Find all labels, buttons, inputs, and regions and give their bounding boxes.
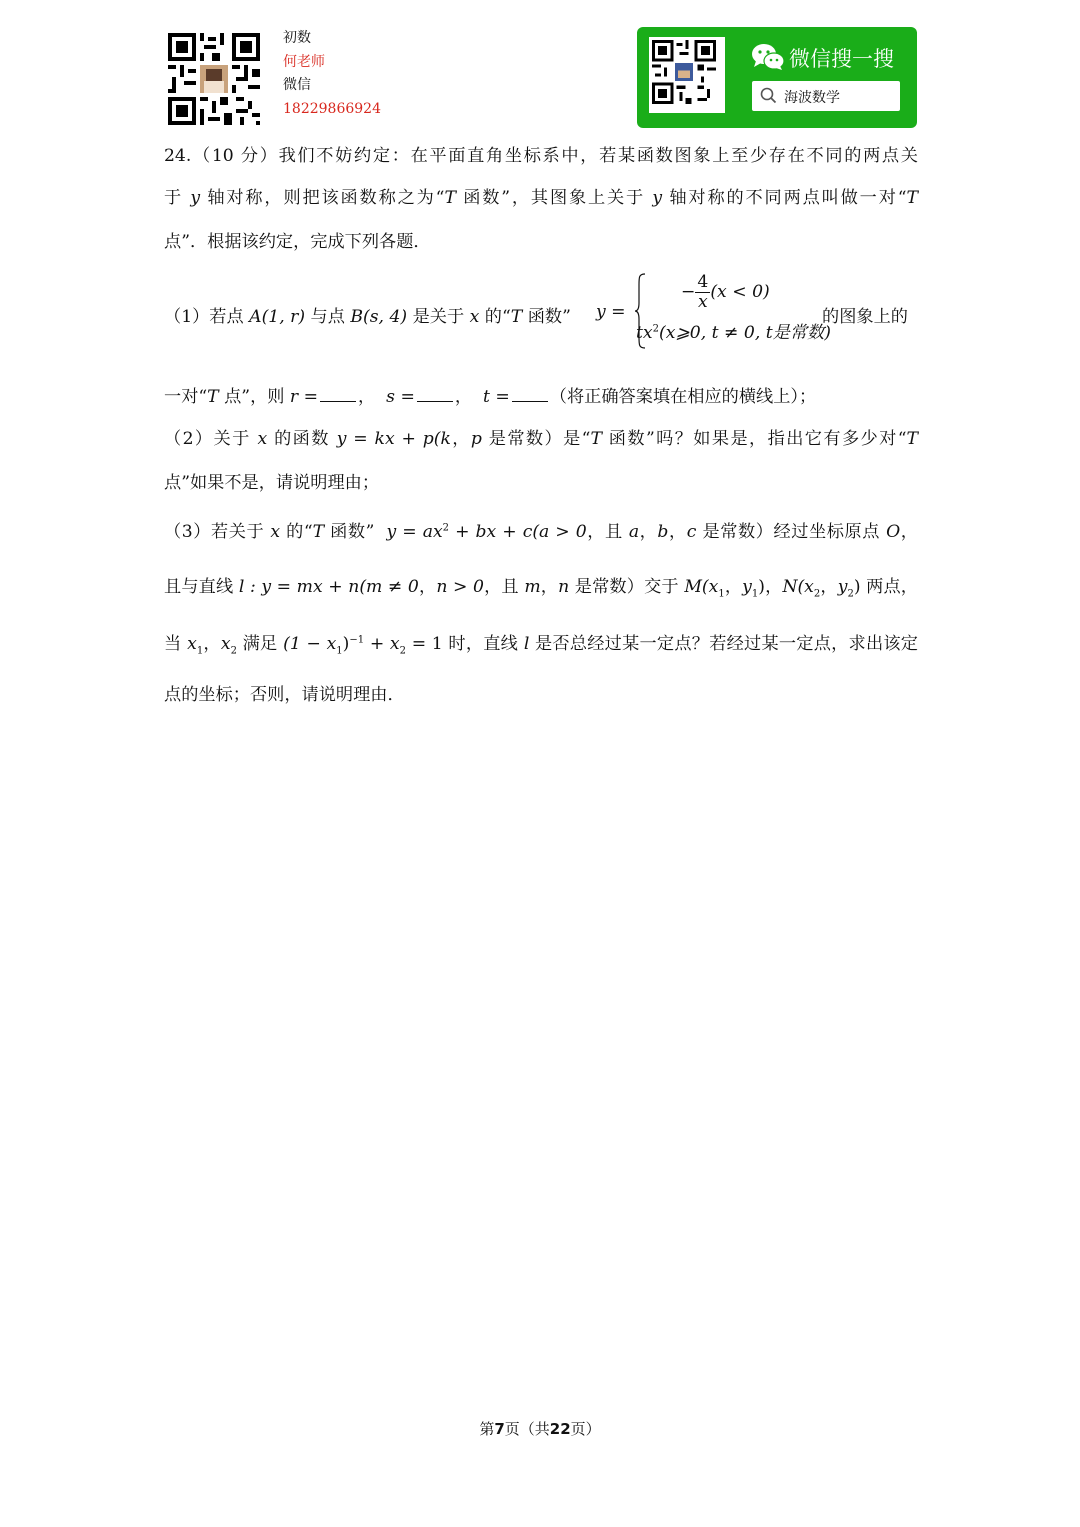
answer-blank-r xyxy=(320,387,356,402)
math-expr: + bx + c(a > 0 xyxy=(449,522,587,542)
contact-teacher: 何老师 xyxy=(283,53,325,70)
text: 当 xyxy=(164,634,188,654)
answer-blank-t xyxy=(512,387,548,402)
page-number: 7 xyxy=(494,1420,505,1438)
text: ) 两点， xyxy=(853,577,918,597)
math-expr: (1 − x xyxy=(283,634,337,654)
part-3-line-1: （3）若关于 x 的“T 函数” $y = ax^2$ + bx + c(a > 0，且 a，b，c 是常数）经过坐标原点 O， xyxy=(164,522,918,542)
math-var: O xyxy=(886,522,901,542)
part-1-line-2 xyxy=(164,382,816,407)
wechat-search-box[interactable] xyxy=(752,81,900,111)
wechat-search-title: 微信搜一搜 xyxy=(789,47,894,71)
wechat-qr-code[interactable] xyxy=(168,33,260,125)
math-expr: s = xyxy=(386,387,415,407)
text: 的“ xyxy=(479,307,511,327)
math-var: T xyxy=(207,387,219,407)
math-expr: ) xyxy=(342,634,350,654)
footer-text: 第 xyxy=(479,1420,495,1438)
intro-text: 我们不妨约定：在平面直角坐标系中，若某函数图象上至少存在不同的两点关 xyxy=(278,146,918,166)
page-footer xyxy=(0,1418,1080,1439)
text: ，且 xyxy=(483,577,525,597)
math-expr: y = ax xyxy=(386,522,443,542)
minus-sign: − xyxy=(681,281,696,302)
math-var: T xyxy=(590,429,602,449)
text: 函数”吗？如果是，指出它有多少对“ xyxy=(601,429,907,449)
piecewise-case-1 xyxy=(681,273,770,312)
wechat-logo-icon xyxy=(751,43,785,71)
total-pages: 22 xyxy=(549,1420,571,1438)
fraction-numerator: 4 xyxy=(697,272,709,292)
text: 是关于 xyxy=(407,307,470,327)
qr-code-icon xyxy=(652,40,716,104)
math-var: m xyxy=(524,577,541,597)
text: 一对“ xyxy=(164,387,208,407)
text: ， xyxy=(639,522,658,542)
math-var: x xyxy=(257,429,268,449)
math-var: c xyxy=(686,522,697,542)
text: 时，直线 xyxy=(442,634,524,654)
math-expr: n > 0 xyxy=(436,577,484,597)
wechat-search-qr-code[interactable] xyxy=(649,37,725,113)
text: 且与直线 xyxy=(164,577,239,597)
contact-phone: 18229866924 xyxy=(283,100,381,117)
text: ， xyxy=(450,429,471,449)
math-expr: y = xyxy=(596,302,626,322)
text: 与点 xyxy=(305,307,351,327)
problem-intro-line-3: 点”．根据该约定，完成下列各题． xyxy=(164,232,431,252)
text: 轴对称的不同两点叫做一对“ xyxy=(662,188,907,208)
text: 的“ xyxy=(280,522,313,542)
math-expr: t = xyxy=(482,387,510,407)
math-var: y xyxy=(742,577,752,597)
text: 函数” xyxy=(522,307,571,327)
problem-intro-line-1 xyxy=(164,141,918,166)
math-expr: l : y = mx + n(m ≠ 0 xyxy=(238,577,419,597)
fraction-denominator: x xyxy=(698,291,708,312)
math-expr: + x xyxy=(364,634,400,654)
text: ， xyxy=(764,577,783,597)
part-2-line-2: 点”如果不是，请说明理由； xyxy=(164,473,380,493)
condition: (x < 0) xyxy=(710,281,770,302)
text: 函数”，其图象上关于 xyxy=(455,188,653,208)
text: 轴对称，则把该函数称之为“ xyxy=(200,188,445,208)
part-1-suffix: 的图象上的 xyxy=(822,307,908,327)
wechat-search-term: 海波数学 xyxy=(784,90,840,106)
math-expr: N(x xyxy=(782,577,814,597)
fraction xyxy=(695,273,710,312)
text: ， xyxy=(540,577,559,597)
teacher-contact xyxy=(283,27,381,121)
wechat-search-banner xyxy=(637,27,917,128)
piecewise-case-2: $tx^2(x⩾0$, t ≠ 0, t是常数) xyxy=(636,323,831,343)
problem-points: （10 分） xyxy=(191,146,279,166)
math-var: x xyxy=(469,307,480,327)
text: 于 xyxy=(164,188,191,208)
footer-text: 页） xyxy=(570,1420,601,1438)
text: ， xyxy=(454,387,473,407)
math-expr: B(s, 4) xyxy=(350,307,408,327)
math-expr: = 1 xyxy=(406,634,443,654)
text: ， xyxy=(900,522,918,542)
math-var: y xyxy=(837,577,848,597)
contact-platform: 微信 xyxy=(283,77,311,93)
text: ， xyxy=(668,522,687,542)
text: 是常数）经过坐标原点 xyxy=(696,522,887,542)
text: 是否总经过某一定点？若经过某一定点，求出该定 xyxy=(529,634,918,654)
math-var: T xyxy=(312,522,325,542)
math-var: T xyxy=(510,307,523,327)
math-var: a xyxy=(628,522,640,542)
math-var: T xyxy=(906,188,918,208)
text: 是常数）交于 xyxy=(569,577,685,597)
part-3-line-4: 点的坐标；否则，请说明理由． xyxy=(164,685,405,705)
math-var: T xyxy=(906,429,918,449)
math-expr: y = kx + p(k xyxy=(336,429,451,449)
part-3-line-2: 且与直线 l : y = mx + n(m ≠ 0，n > 0，且 m，n 是常数）交于 $M(x_1$，$y_1$)，$N(x_2$，$y_2$) 两点， xyxy=(164,577,918,600)
math-var: x xyxy=(220,634,231,654)
math-var: y xyxy=(190,188,201,208)
math-expr: r = xyxy=(289,387,319,407)
text: （3）若关于 xyxy=(164,522,271,542)
text: ， xyxy=(724,577,743,597)
footer-text: 页（共 xyxy=(504,1420,550,1438)
math-expr: tx xyxy=(636,323,653,343)
part-2-line-1 xyxy=(164,424,918,449)
text: ， xyxy=(203,634,221,654)
part-1-line-1 xyxy=(164,302,571,327)
qr-code-icon xyxy=(168,33,260,125)
math-expr: M(x xyxy=(684,577,719,597)
problem-intro-line-2 xyxy=(164,183,918,208)
text: 是常数）是“ xyxy=(481,429,591,449)
problem-number: 24. xyxy=(164,146,192,166)
math-var: l xyxy=(523,634,530,654)
text: （1）若点 xyxy=(164,307,250,327)
text: 的函数 xyxy=(267,429,337,449)
contact-subject: 初数 xyxy=(283,30,311,46)
text: ， xyxy=(418,577,437,597)
text: 满足 xyxy=(236,634,284,654)
math-var: x xyxy=(187,634,197,654)
condition: (x⩾0, t ≠ 0, t是常数) xyxy=(658,323,831,343)
math-var: p xyxy=(470,429,482,449)
text: ， xyxy=(358,387,376,407)
math-expr: A(1, r) xyxy=(249,307,306,327)
text: （将正确答案填在相应的横线上）； xyxy=(549,387,817,407)
text: ， xyxy=(820,577,838,597)
search-icon xyxy=(760,87,777,104)
math-var: n xyxy=(558,577,570,597)
part-3-line-3: 当 $x_1$，$x_2$ 满足 $(1 - x_1)^{-1} + x_2 = 1$ 时，直线 l 是否总经过某一定点？若经过某一定点，求出该定 xyxy=(164,634,918,657)
math-var: b xyxy=(657,522,669,542)
text: 点”，则 xyxy=(218,387,290,407)
answer-blank-s xyxy=(417,387,453,402)
math-var: x xyxy=(270,522,281,542)
math-var: T xyxy=(444,188,456,208)
text: ，且 xyxy=(586,522,629,542)
text: 函数” xyxy=(324,522,375,542)
text: （2）关于 xyxy=(164,429,258,449)
math-var: y xyxy=(652,188,663,208)
